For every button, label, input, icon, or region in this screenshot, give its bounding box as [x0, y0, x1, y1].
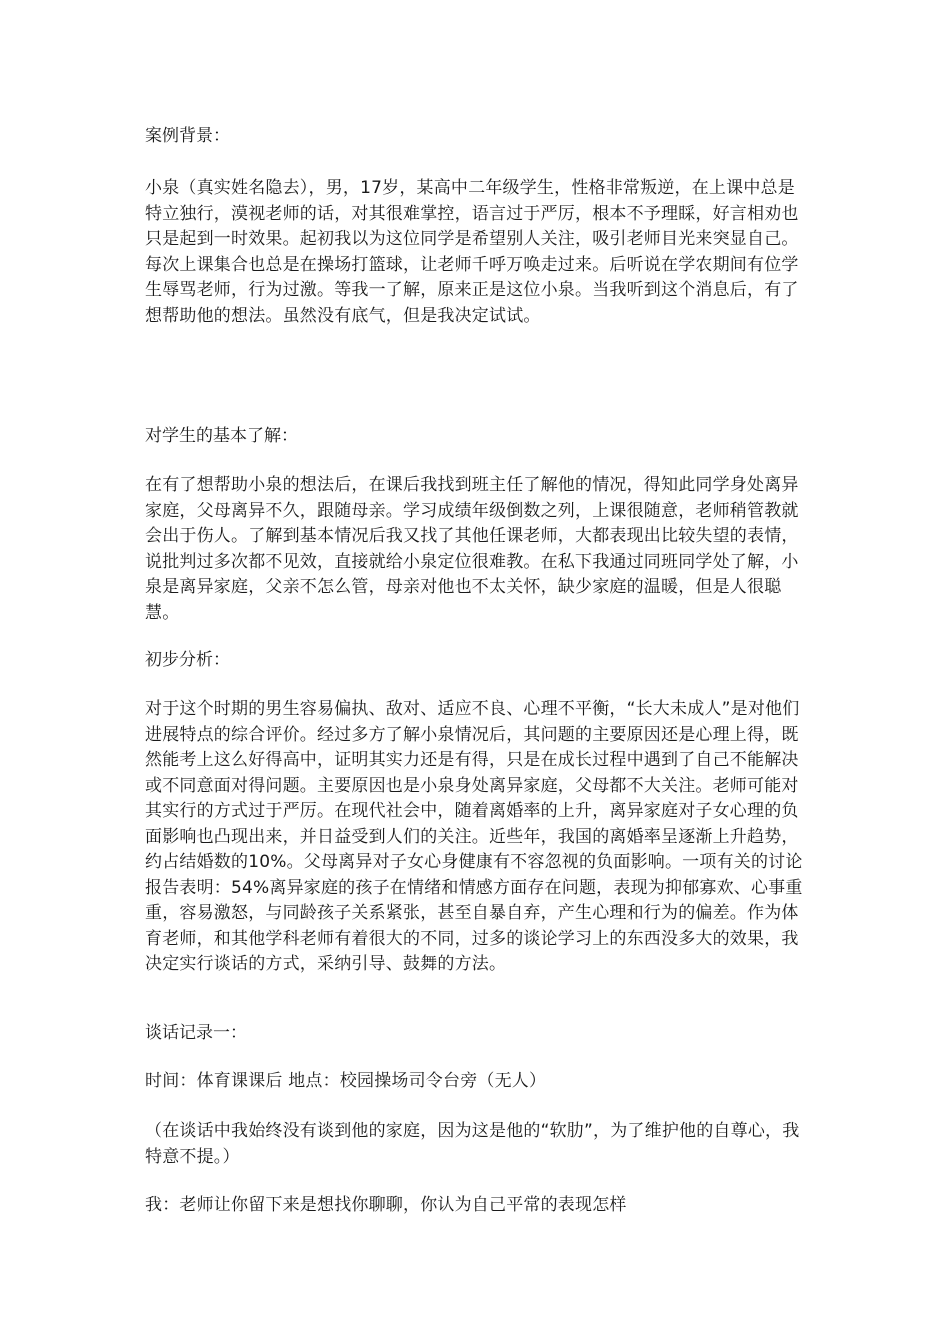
paragraph-note: （在谈话中我始终没有谈到他的家庭，因为这是他的“软肋”，为了维护他的自尊心，我特意不提。） — [145, 1121, 800, 1167]
heading-preliminary-analysis: 初步分析： — [145, 650, 230, 670]
heading-basic-understanding: 对学生的基本了解： — [145, 426, 298, 446]
paragraph-preliminary-analysis: 对于这个时期的男生容易偏执、敌对、适应不良、心理不平衡，“长大未成人”是对他们进展特点的综合评价。经过多方了解小泉情况后，其问题的主要原因还是心理上得，既然能考上这么好得高中，证明其实力还是有得，只是在成长过程中遇到了自己不能解决或不同意面对得问题。主要原因也是小泉身处离异家庭，父母都不大关注。老师可能对其实行的方式过于严厉。在现代社会中，随着离婚率的上升，离异家庭对子女心理的负面影响也凸现出来，并日益受到人们的关注。近些年，我国的离婚率呈逐渐上升趋势，约占结婚数的10%。父母离异对子女心身健康有不容忽视的负面影响。一项有关的讨论报告表明：54%离异家庭的孩子在情绪和情感方面存在问题，表现为抑郁寡欢、心事重重，容易激怒，与同龄孩子关系紧张，甚至自暴自弃，产生心理和行为的偏差。作为体育老师，和其他学科老师有着很大的不同，过多的谈论学习上的东西没多大的效果，我决定实行谈话的方式，采纳引导、鼓舞的方法。 — [145, 699, 803, 974]
paragraph-basic-understanding: 在有了想帮助小泉的想法后，在课后我找到班主任了解他的情况，得知此同学身处离异家庭，父母离异不久，跟随母亲。学习成绩年级倒数之列，上课很随意，老师稍管教就会出于伤人。了解到基本情况后我又找了其他任课老师，大都表现出比较失望的表情，说批判过多次都不见效，直接就给小泉定位很难教。在私下我通过同班同学处了解，小泉是离异家庭，父亲不怎么管，母亲对他也不太关怀，缺少家庭的温暖，但是人很聪慧。 — [145, 475, 799, 623]
paragraph-time-location: 时间：体育课课后 地点：校园操场司令台旁（无人） — [145, 1071, 547, 1091]
heading-case-background: 案例背景： — [145, 126, 230, 146]
paragraph-case-background: 小泉（真实姓名隐去），男，17岁，某高中二年级学生，性格非常叛逆，在上课中总是特立独行，漠视老师的话，对其很难掌控，语言过于严厉，根本不予理睬，好言相劝也只是起到一时效果。起初我以为这位同学是希望别人关注，吸引老师目光来突显自己。每次上课集合也总是在操场打篮球，让老师千呼万唤走过来。后听说在学农期间有位学生辱骂老师，行为过激。等我一了解，原来正是这位小泉。当我听到这个消息后，有了想帮助他的想法。虽然没有底气，但是我决定试试。 — [145, 178, 799, 326]
paragraph-dialogue-line: 我：老师让你留下来是想找你聊聊，你认为自己平常的表现怎样 — [145, 1195, 627, 1215]
heading-conversation-record-1: 谈话记录一： — [145, 1023, 247, 1043]
